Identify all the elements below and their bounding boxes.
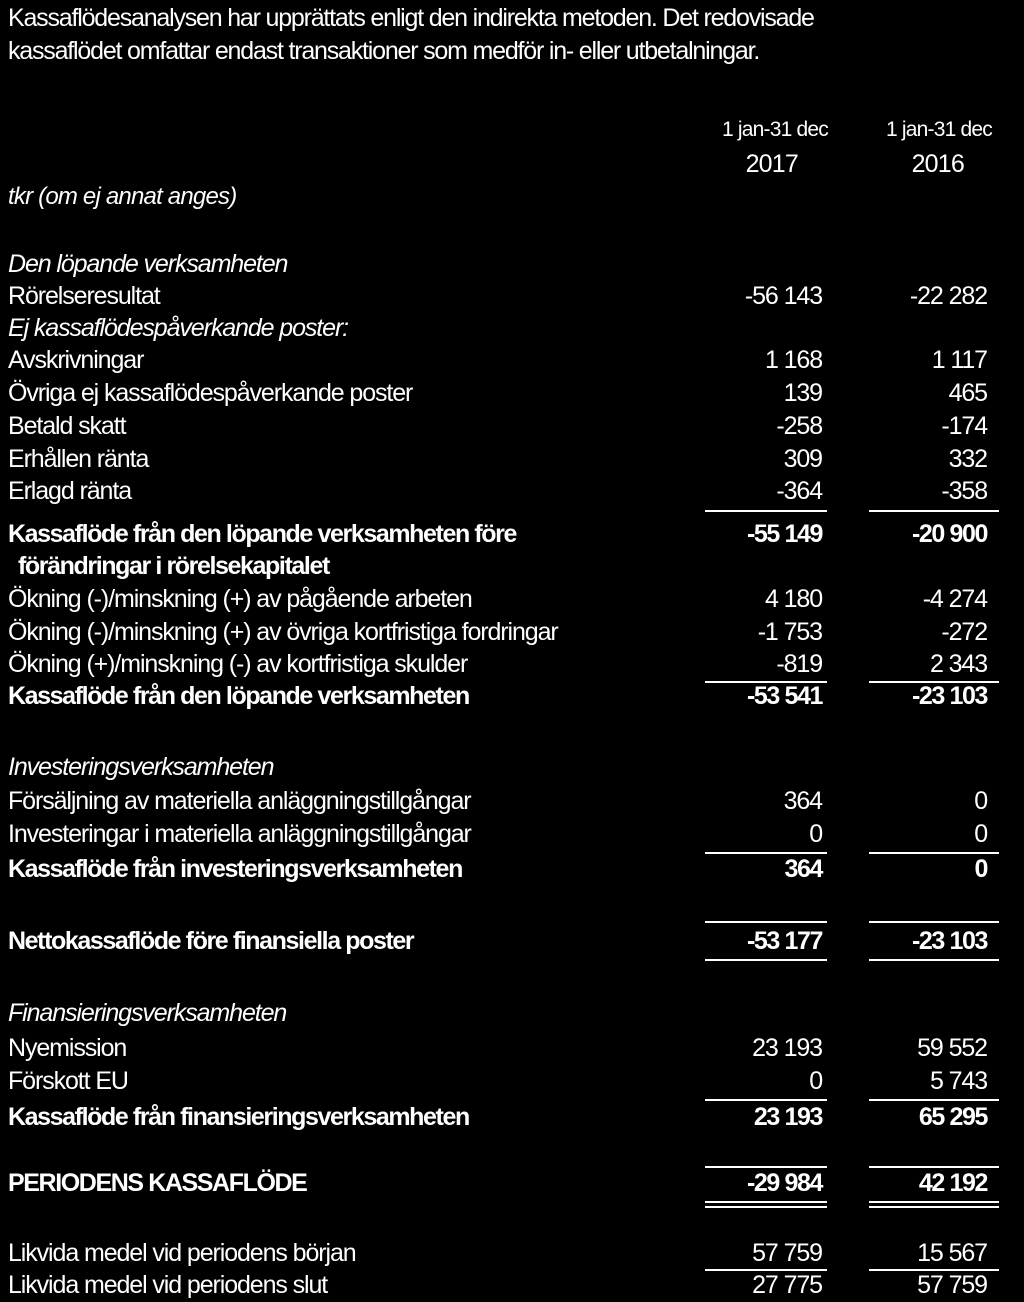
table-row [0,583,1024,615]
table-row [0,1032,1024,1064]
table-row [0,280,1024,312]
row-label: PERIODENS KASSAFLÖDE [8,1169,307,1197]
value-2016: -23 103 [912,682,987,710]
row-label: Den löpande verksamheten [8,250,288,278]
value-2016: 2 343 [929,650,987,678]
value-2017: -258 [776,412,822,440]
total-rule [705,1201,827,1203]
row-label: Erhållen ränta [8,445,149,473]
table-row [0,1101,1024,1133]
row-label: Likvida medel vid periodens slut [8,1271,328,1299]
value-2017: 139 [783,379,822,407]
table-row [0,1269,1024,1301]
value-2016: 0 [974,787,987,815]
table-row [0,550,1024,582]
row-label: Försäljning av materiella anläggningstillgångar [8,787,471,815]
row-label: Rörelseresultat [8,282,160,310]
value-2016: -174 [941,412,987,440]
value-2016: -4 274 [922,585,987,613]
total-rule [869,1201,999,1203]
table-row [0,751,1024,783]
intro-line-2: kassaflödet omfattar endast transaktioner som medför in- eller utbetalningar. [8,37,760,65]
year-header-2016: 2016 [911,150,964,178]
subtotal-rule [869,510,999,512]
value-2017: -1 753 [757,618,822,646]
table-row [0,818,1024,850]
value-2017: -29 984 [747,1169,822,1197]
table-row [0,785,1024,817]
value-2017: 0 [809,1067,822,1095]
table-row [0,925,1024,957]
row-label: Övriga ej kassaflödespåverkande poster [8,379,413,407]
row-label: Kassaflöde från den löpande verksamheten [8,682,469,710]
table-row [0,1065,1024,1097]
table-row [0,377,1024,409]
table-row [0,248,1024,280]
row-label: Kassaflöde från finansieringsverksamheten [8,1103,469,1131]
subtotal-rule [869,921,999,923]
period-header-2016: 1 jan-31 dec [886,118,992,141]
row-label: förändringar i rörelsekapitalet [18,552,329,580]
value-2016: 42 192 [918,1169,987,1197]
value-2016: 0 [974,855,987,883]
table-row [0,997,1024,1029]
table-row [0,344,1024,376]
table-row [0,1237,1024,1269]
table-row [0,648,1024,680]
value-2017: -53 541 [747,682,822,710]
row-label: Ökning (-)/minskning (+) av övriga kortfristiga fordringar [8,618,558,646]
value-2016: 15 567 [917,1239,987,1267]
value-2017: 0 [809,820,822,848]
value-2016: -23 103 [912,927,987,955]
value-2016: 0 [974,820,987,848]
value-2016: 65 295 [918,1103,987,1131]
row-label: Investeringsverksamheten [8,753,274,781]
value-2017: 364 [784,855,822,883]
value-2016: 1 117 [931,346,987,374]
value-2016: 57 759 [917,1271,987,1299]
value-2017: -56 143 [744,282,822,310]
table-row [0,616,1024,648]
table-row [0,475,1024,507]
value-2016: -358 [941,477,987,505]
row-label: Kassaflöde från investeringsverksamheten [8,855,462,883]
row-label: Finansieringsverksamheten [8,999,287,1027]
value-2017: -53 177 [747,927,822,955]
subtotal-rule [705,921,827,923]
row-label: Ej kassaflödespåverkande poster: [8,314,349,342]
value-2016: 332 [948,445,987,473]
row-label: Nettokassaflöde före finansiella poster [8,927,414,955]
row-label: Nyemission [8,1034,127,1062]
value-2016: -20 900 [912,520,987,548]
row-label: Avskrivningar [8,346,144,374]
total-rule [705,959,827,961]
value-2016: -22 282 [909,282,987,310]
value-2017: 57 759 [752,1239,822,1267]
value-2017: 1 168 [764,346,822,374]
value-2017: -819 [776,650,822,678]
value-2017: 27 775 [752,1271,822,1299]
value-2016: 59 552 [917,1034,987,1062]
total-rule [869,959,999,961]
row-label: Investeringar i materiella anläggningstillgångar [8,820,471,848]
table-row [0,410,1024,442]
row-label: Erlagd ränta [8,477,131,505]
value-2017: 364 [783,787,822,815]
subtotal-rule [705,510,827,512]
value-2017: 4 180 [764,585,822,613]
total-rule [705,1206,827,1208]
value-2017: 23 193 [753,1103,822,1131]
value-2016: 5 743 [929,1067,987,1095]
total-rule [869,1206,999,1208]
value-2017: -364 [776,477,822,505]
unit-note: tkr (om ej annat anges) [8,183,237,210]
value-2017: 309 [783,445,822,473]
table-row [0,853,1024,885]
value-2017: 23 193 [752,1034,822,1062]
value-2017: -55 149 [747,520,822,548]
row-label: Förskott EU [8,1067,128,1095]
row-label: Likvida medel vid periodens början [8,1239,356,1267]
intro-text [8,2,814,68]
year-header-2017: 2017 [745,150,798,178]
table-row [0,1167,1024,1199]
table-row [0,443,1024,475]
table-row [0,680,1024,712]
value-2016: -272 [941,618,987,646]
row-label: Ökning (-)/minskning (+) av pågående arbeten [8,585,472,613]
period-header-2017: 1 jan-31 dec [722,118,828,141]
table-row [0,518,1024,550]
row-label: Betald skatt [8,412,126,440]
row-label: Kassaflöde från den löpande verksamheten före [8,520,517,548]
value-2016: 465 [948,379,987,407]
intro-line-1: Kassaflödesanalysen har upprättats enligt den indirekta metoden. Det redovisade [8,4,814,32]
row-label: Ökning (+)/minskning (-) av kortfristiga skulder [8,650,468,678]
table-row [0,312,1024,344]
